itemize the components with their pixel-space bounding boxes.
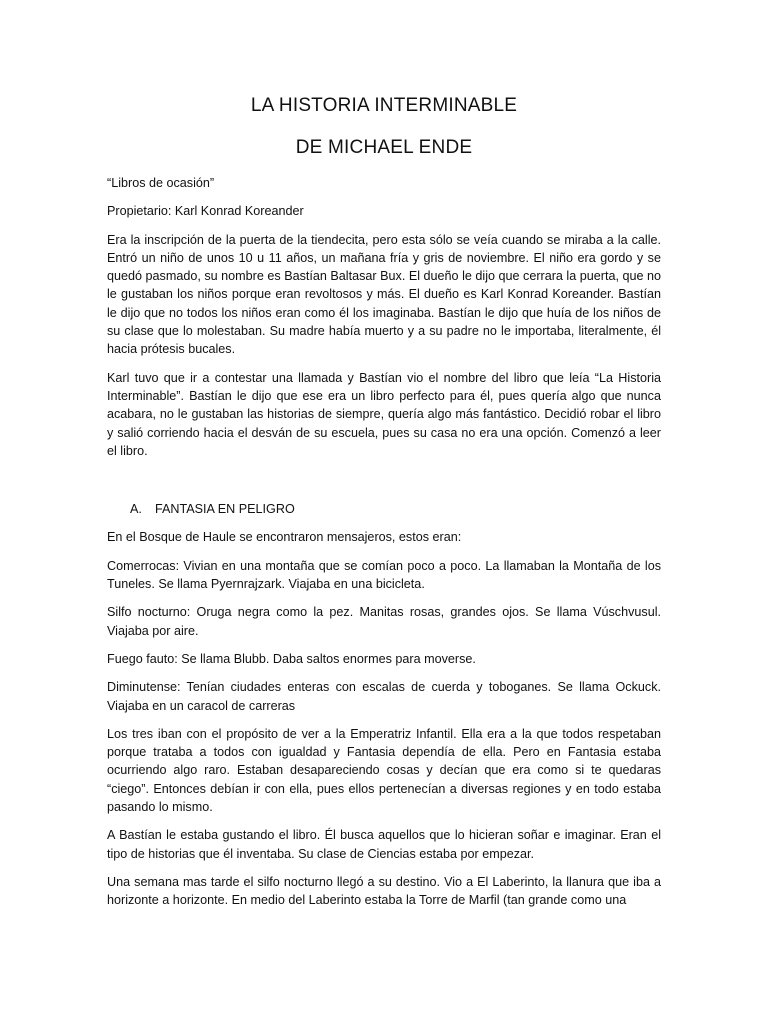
paragraph: Comerrocas: Vivian en una montaña que se comían poco a poco. La llamaban la Montaña de los Tuneles. Se llama Pyernrajzark. Viajaba en una bicicleta. — [107, 558, 661, 592]
section-letter: A. — [130, 502, 142, 517]
paragraph: Karl tuvo que ir a contestar una llamada y Bastían vio el nombre del libro que leía “La Historia Interminable”. Bastían le dijo que ese era un libro perfecto para él, pues quería algo que nunca acabara, no le gustaban las historias de siempre, quería algo más fantástico. Decidió robar el libro y salió corriendo hacia el desván de su escuela, pues su casa no era una opción. Comenzó a leer el libro. — [107, 370, 661, 458]
section-spacer — [107, 470, 661, 500]
paragraph: Fuego fauto: Se llama Blubb. Daba saltos enormes para moverse. — [107, 651, 476, 666]
document-title: LA HISTORIA INTERMINABLE — [250, 95, 518, 116]
paragraph-owner: Propietario: Karl Konrad Koreander — [107, 204, 304, 219]
paragraph: A Bastían le estaba gustando el libro. Él busca aquellos que lo hicieran soñar e imaginar. Eran el tipo de historias que él inventaba. Su clase de Ciencias estaba por empezar. — [107, 828, 661, 861]
paragraph: Los tres iban con el propósito de ver a la Emperatriz Infantil. Ella era a la que todos respetaban porque trataba a todos con igualdad y Fantasia dependía de ella. Pero en Fantasia estaba ocurriendo algo raro. Estaban desapareciendo cosas y decían que era como si te quedaras “ciego”. Entonces debían ir con ella, pues ellos pertenecían a diversas regiones y en todo estaba pasando lo mismo. — [107, 726, 661, 815]
paragraph: Diminutense: Tenían ciudades enteras con escalas de cuerda y toboganes. Se llama Ockuck. Viajaba en un caracol de carreras — [107, 680, 661, 713]
paragraph: En el Bosque de Haule se encontraron mensajeros, estos eran: — [107, 530, 462, 545]
section-heading — [107, 500, 661, 518]
section-heading-text: FANTASIA EN PELIGRO — [155, 502, 295, 517]
document-author-title: DE MICHAEL ENDE — [295, 137, 473, 158]
paragraph: Era la inscripción de la puerta de la tiendecita, pero esta sólo se veía cuando se miraba a la calle. Entró un niño de unos 10 u 11 años, un mañana fría y gris de noviembre. El niño era gordo y se quedó pasmado, su nombre es Bastían Baltasar Bux. El dueño le dijo que cerrara la puerta, que no le gustaban los niños porque eran revoltosos y más. El dueño es Karl Konrad Koreander. Bastían le dijo que no todos los niños eran como él los imaginaba. Bastían le dijo que huía de los niños de su clase que lo molestaban. Su madre había muerto y a su padre no le importaba, literalmente, él hacia prótesis bucales. — [107, 232, 661, 357]
document-body — [107, 174, 661, 920]
paragraph-shop-sign: “Libros de ocasión” — [107, 176, 215, 190]
paragraph: Una semana mas tarde el silfo nocturno llegó a su destino. Vio a El Laberinto, la llanura que iba a horizonte a horizonte. En medio del Laberinto estaba la Torre de Marfil (tan grande como una — [107, 874, 661, 908]
paragraph: Silfo nocturno: Oruga negra como la pez. Manitas rosas, grandes ojos. Se llama Vúschvusul. Viajaba por aire. — [107, 605, 661, 638]
